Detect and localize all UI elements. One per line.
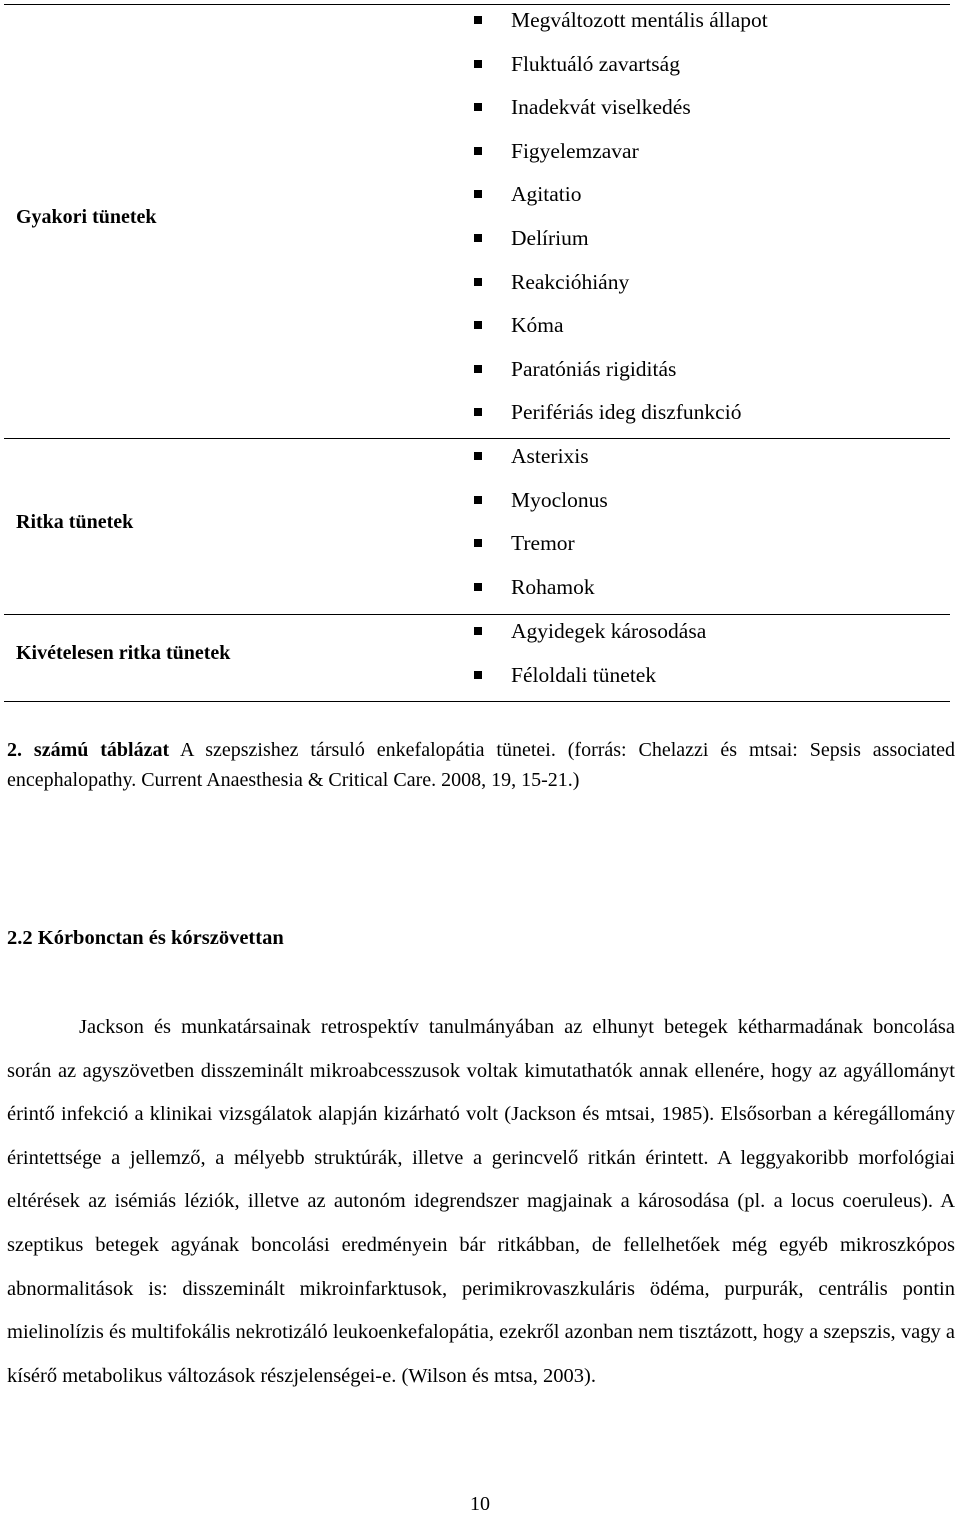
square-bullet-icon (474, 60, 482, 68)
table-bottom-rule (4, 701, 950, 702)
table-caption-label: 2. számú táblázat (7, 739, 170, 761)
square-bullet-icon (474, 321, 482, 329)
table-row-divider-2 (4, 614, 950, 615)
table-row-divider-1 (4, 438, 950, 439)
square-bullet-icon (474, 627, 482, 635)
table-category-rare: Ritka tünetek (16, 511, 134, 533)
square-bullet-icon (474, 539, 482, 547)
square-bullet-icon (474, 234, 482, 242)
square-bullet-icon (474, 583, 482, 591)
square-bullet-icon (474, 103, 482, 111)
square-bullet-icon (474, 408, 482, 416)
square-bullet-icon (474, 190, 482, 198)
square-bullet-icon (474, 147, 482, 155)
body-paragraph: Jackson és munkatársainak retrospektív tanulmányában az elhunyt betegek kétharmadának boncolása során az agyszövetben disszeminált mikroabcesszusok voltak kimutathatók annak ellenére, hogy az agyállományt érintő infekció a klinikai vizsgálatok alapján kizárható volt (Jackson és mtsai, 1985). Elsősorban a kéregállomány érintettsége a jellemző, a mélyebb struktúrák, illetve a gerincvelő ritkán érintett. A leggyakoribb morfológiai eltérések az isémiás léziók, illetve az autonóm idegrendszer magjainak a károsodása (pl. a locus coeruleus). A szeptikus betegek agyának boncolási eredményein bár ritkábban, de fellelhetőek még egyéb mikroszkópos abnormalitások is: disszeminált mikroinfarktusok, perimikrovaszkuláris ödéma, purpurák, centrális pontin mielinolízis és multifokális nekrotizáló leukoenkefalopátia, ezekről azonban nem tisztázott, hogy a szepszis, vagy a kísérő metabolikus változások részjelenségei-e. (Wilson és mtsa, 2003). (7, 1016, 955, 1387)
table-caption-text: A szepszishez társuló enkefalopátia tünetei. (forrás: Chelazzi és mtsai: Sepsis associated encephalopathy. Current Anaesthesia & Critical Care. 2008, 19, 15-21.) (7, 739, 955, 791)
square-bullet-icon (474, 496, 482, 504)
section-heading: 2.2 Kórbonctan és kórszövettan (7, 927, 284, 949)
square-bullet-icon (474, 671, 482, 679)
square-bullet-icon (474, 278, 482, 286)
square-bullet-icon (474, 452, 482, 460)
table-caption (7, 735, 955, 795)
square-bullet-icon (474, 365, 482, 373)
square-bullet-icon (474, 16, 482, 24)
table-category-very-rare: Kivételesen ritka tünetek (16, 642, 231, 664)
page-number: 10 (470, 1493, 490, 1515)
table-category-common: Gyakori tünetek (16, 206, 157, 228)
table-top-rule (4, 4, 950, 5)
